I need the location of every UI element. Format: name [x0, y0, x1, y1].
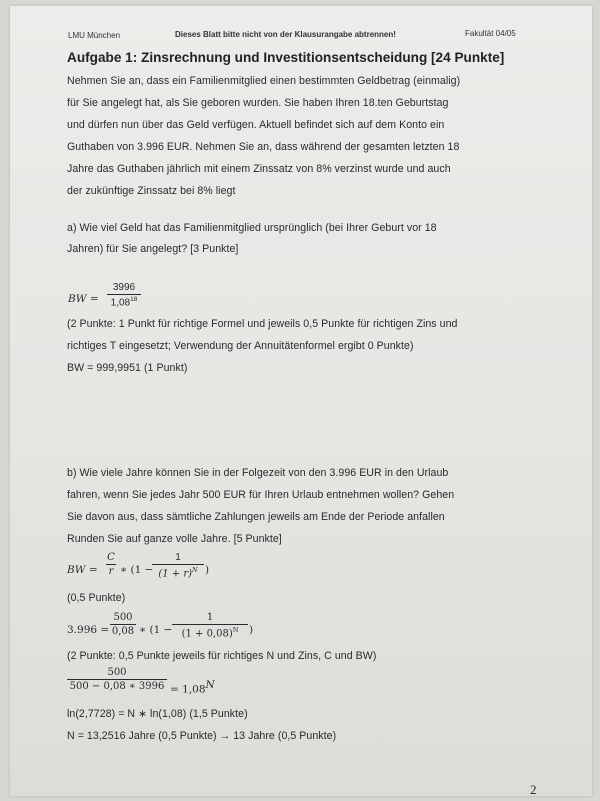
part-a-grading: (2 Punkte: 1 Punkt für richtige Formel und jeweils 0,5 Punkte für richtigen Zins und [67, 318, 458, 330]
header-university: LMU München [68, 31, 121, 40]
part-a-grading: richtiges T eingesetzt; Verwendung der Annuitätenformel ergibt 0 Punkte) [67, 340, 414, 352]
formula3-rhs: = 1,08 [170, 683, 206, 696]
part-a-question: Jahren) für Sie angelegt? [3 Punkte] [67, 243, 239, 255]
formula2-mid: ∗ (1 − [139, 624, 173, 636]
fraction-numerator: C [107, 552, 115, 563]
intro-line: und dürfen nun über das Geld verfügen. Aktuell befindet sich auf dem Konto ein [67, 119, 445, 131]
fraction-exponent: 18 [130, 296, 138, 303]
part-b-result: N = 13,2516 Jahre (0,5 Punkte) → 13 Jahre (0,5 Punkte) [67, 730, 337, 742]
formula-bw-lhs: BW = [68, 293, 99, 305]
exam-page [10, 6, 592, 796]
formula2-c-over-r [110, 612, 136, 637]
part-b-points1: (0,5 Punkte) [67, 592, 126, 604]
formula1-c-over-r [106, 552, 116, 577]
part-b-question: b) Wie viele Jahre können Sie in der Folgezeit von den 3.996 EUR in den Urlaub [67, 467, 449, 479]
intro-line: der zukünftige Zinssatz bei 8% liegt [67, 185, 236, 197]
fraction-numerator: 500 [113, 612, 133, 623]
formula1-lhs: BW = [67, 564, 98, 576]
formula1-mid: ∗ (1 − [120, 564, 154, 576]
formula4: ln(2,7728) = N ∗ ln(1,08) (1,5 Punkte) [67, 708, 248, 720]
fraction-denominator: 1,08 [110, 297, 131, 309]
fraction-numerator: 1 [175, 552, 181, 563]
intro-line: Nehmen Sie an, dass ein Familienmitglied einen bestimmten Geldbetrag (einmalig) [67, 75, 461, 87]
formula2-discount-fraction [172, 612, 248, 639]
formula1-close: ) [205, 564, 210, 576]
header-notice: Dieses Blatt bitte nicht von der Klausurangabe abtrennen! [175, 30, 396, 39]
part-a-question: a) Wie viel Geld hat das Familienmitglied ursprünglich (bei Ihrer Geburt vor 18 [67, 222, 437, 234]
fraction-exponent: N [232, 626, 239, 634]
part-a-result: BW = 999,9951 (1 Punkt) [67, 362, 188, 374]
formula2-lhs: 3.996 = [67, 624, 110, 636]
part-b-question: Runden Sie auf ganze volle Jahre. [5 Punkte] [67, 533, 282, 545]
fraction-denominator: (1 + 0,08) [181, 628, 233, 640]
fraction-exponent: N [192, 566, 198, 574]
fraction-numerator: 1 [206, 612, 214, 623]
fraction-numerator: 500 [107, 667, 127, 678]
formula2-close: ) [249, 624, 254, 636]
fraction-bar [152, 564, 204, 565]
fraction-denominator: 500 − 0,08 ∗ 3996 [69, 681, 165, 692]
task-title: Aufgabe 1: Zinsrechnung und Investitionsentscheidung [24 Punkte] [67, 50, 505, 65]
intro-line: für Sie angelegt hat, als Sie geboren wurden. Sie haben Ihren 18.ten Geburtstag [67, 97, 449, 109]
fraction-numerator: 3996 [112, 282, 136, 293]
fraction-denominator: (1 + r) [158, 568, 192, 580]
fraction-bar [67, 679, 167, 680]
page-number: 2 [530, 782, 537, 797]
formula-bw-fraction [107, 282, 141, 308]
part-b-question: Sie davon aus, dass sämtliche Zahlungen jeweils am Ende der Periode anfallen [67, 511, 445, 523]
header-faculty: Fakultät 04/05 [465, 29, 516, 38]
formula3-fraction [67, 667, 167, 692]
intro-line: Guthaben von 3.996 EUR. Nehmen Sie an, dass während der gesamten letzten 18 [67, 141, 460, 153]
formula1-discount-fraction [152, 552, 204, 579]
part-b-question: fahren, wenn Sie jedes Jahr 500 EUR für Ihren Urlaub entnehmen wollen? Gehen [67, 489, 455, 501]
part-b-points2: (2 Punkte: 0,5 Punkte jeweils für richtiges N und Zins, C und BW) [67, 650, 377, 662]
intro-line: Jahre das Guthaben jährlich mit einem Zinssatz von 8% verzinst wurde und auch [67, 163, 451, 175]
fraction-bar [172, 624, 248, 625]
fraction-denominator: r [108, 566, 114, 577]
fraction-bar [110, 624, 136, 625]
fraction-denominator: 0,08 [111, 626, 135, 637]
fraction-bar [106, 564, 116, 565]
formula3-exponent: N [205, 679, 215, 691]
fraction-bar [107, 294, 141, 295]
